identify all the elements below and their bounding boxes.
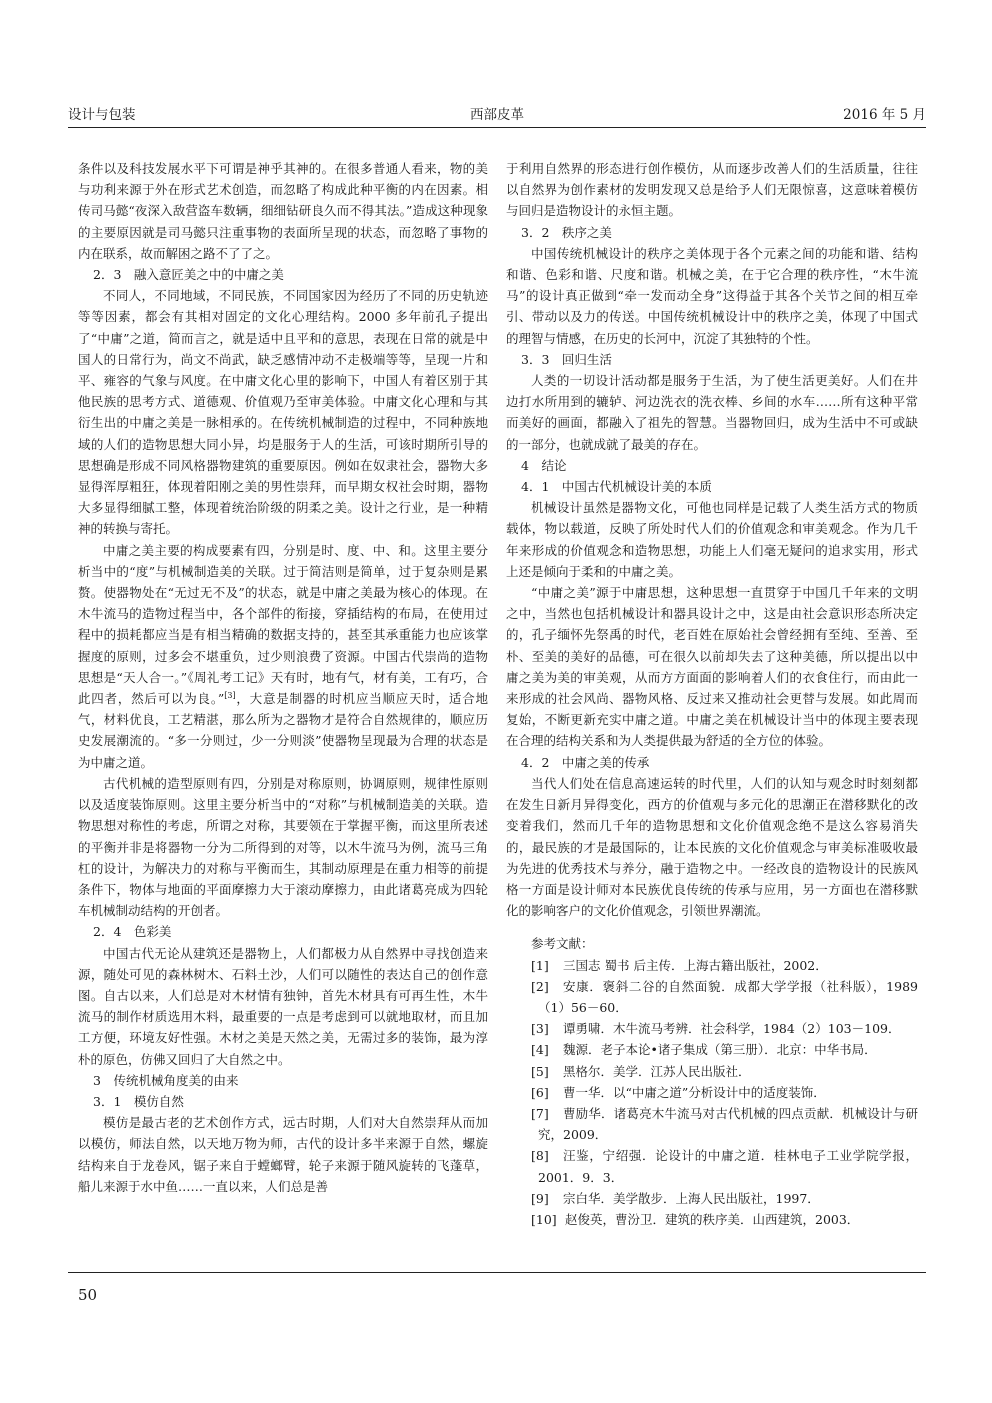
paragraph: 机械设计虽然是器物文化，可他也同样是记载了人类生活方式的物质载体，物以载道，反映了所处时代人们的价值观念和审美观念。作为几千年来形成的价值观念和造物思想，功能上人们毫无疑问的追求实用，形式上还是倾向于柔和的中庸之美。	[506, 500, 918, 579]
section-heading: 2．3 融入意匠美之中的中庸之美	[93, 267, 284, 283]
reference-number: [3]	[531, 1021, 549, 1037]
running-header	[68, 103, 926, 123]
reference-item	[506, 1103, 918, 1145]
reference-number: [7]	[531, 1105, 549, 1121]
reference-item	[506, 1018, 918, 1039]
header-rule	[68, 127, 926, 128]
reference-item	[506, 1209, 918, 1230]
reference-item	[506, 976, 918, 1018]
spacer	[506, 921, 918, 933]
reference-text: 曹一华．以“中庸之道”分析设计中的适度装饰．	[563, 1084, 826, 1100]
footer-rule	[68, 1272, 926, 1273]
paragraph-text: 中庸之美主要的构成要素有四，分别是时、度、中、和。这里主要分析当中的“度”与机械制造美的关联。过于简洁则是简单，过于复杂则是累赘。使器物处在“无过无不及”的状态，就是中庸之美最为核心的体现。在木牛流马的造物过程当中，各个部件的衔接，穿插结构的布局，在使用过程中的损耗都应当是有相当精确的数据支持的，甚至其承重能力也应该掌握度的原则，过多会不堪重负，过少则浪费了资源。中国古代崇尚的造物思想是“天人合一。”《周礼考工记》天有时，地有气，材有美，工有巧，合此四者，然后可以为良。”	[78, 542, 488, 707]
paragraph: 条件以及科技发展水平下可谓是神乎其神的。在很多普通人看来，物的美与功利来源于外在形式艺术创造，而忽略了构成此种平衡的内在因素。相传司马懿“夜深入敌营盗车数辆，细细钻研良久而不得其法。”造成这种现象的主要原因就是司马懿只注重事物的表面所呈现的状态，而忽略了事物的内在联系，故而解困之路不了了之。	[78, 161, 488, 261]
reference-text: 黑格尔．美学．江苏人民出版社．	[563, 1063, 751, 1079]
reference-text: 汪鉴，宁绍强．论设计的中庸之道．桂林电子工业学院学报，2001．9．3．	[538, 1148, 918, 1185]
paragraph: 中国古代无论从建筑还是器物上，人们都极力从自然界中寻找创造来源，随处可见的森林树木、石料土沙，人们可以随性的表达自己的创作意图。自古以来，人们总是对木材情有独钟，首先木材具有可再生性，木牛流马的制作材质选用木料，最重要的一点是考虑到可以就地取材，而且加工方便，环境友好性强。木材之美是天然之美，无需过多的装饰，最为淳朴的原色，仿佛又回归了大自然之中。	[78, 945, 488, 1067]
page-number: 50	[78, 1286, 98, 1304]
paragraph	[78, 540, 488, 773]
reference-number: [5]	[531, 1063, 549, 1079]
reference-text: 曹励华．诸葛亮木牛流马对古代机械的四点贡献．机械设计与研究，2009．	[538, 1105, 918, 1143]
section-heading: 4．2 中庸之美的传承	[521, 754, 650, 770]
section-heading: 4．1 中国古代机械设计美的本质	[521, 479, 712, 495]
paragraph: 中国传统机械设计的秩序之美体现于各个元素之间的功能和谐、结构和谐、色彩和谐、尺度和谐。机械之美，在于它合理的秩序性，“木牛流马”的设计真正做到“牵一发而动全身”这得益于其各个关节之间的相互牵引、带动以及力的传送。中国传统机械设计中的秩序之美，体现了中国式的理智与情感，在历史的长河中，沉淀了其独特的个性。	[506, 245, 918, 346]
reference-text: 赵俊英，曹汾卫．建筑的秩序美．山西建筑，2003．	[565, 1211, 860, 1227]
journal-section: 设计与包装	[68, 107, 136, 123]
reference-item	[506, 1145, 918, 1187]
reference-list	[506, 955, 918, 1231]
reference-number: [2]	[531, 978, 549, 994]
paragraph: 当代人们处在信息高速运转的时代里，人们的认知与观念时时刻刻都在发生日新月异得变化，西方的价值观与多元化的思潮正在潜移默化的改变着我们，然而几千年的造物思想和文化价值观念绝不是这么容易消失的，最民族的才是最国际的，让本民族的文化价值观念与审美标准吸收最为先进的优秀技术与养分，融于造物之中。一经改良的造物设计的民族风格一方面是设计师对本民族优良传统的传承与应用，另一方面也在潜移默化的影响客户的文化价值观念，引领世界潮流。	[506, 775, 918, 919]
citation-marker: [3]	[224, 690, 236, 700]
section-heading: 4 结论	[521, 457, 567, 473]
references-title: 参考文献：	[531, 936, 594, 952]
paragraph: 古代机械的造型原则有四，分别是对称原则，协调原则，规律性原则以及适度装饰原则。这里主要分析当中的“对称”与机械制造美的关联。造物思想对称性的考虑，所谓之对称，其要领在于掌握平衡，而这里所表述的平衡并非是将器物一分为二所得到的对等，以木牛流马为例，流马三角杠的设计，为解决力的对称与平衡而生，其制动原理是在重力相等的前提条件下，物体与地面的平面摩擦力大于滚动摩擦力，由此诸葛亮成为四轮车机械制动结构的开创者。	[78, 775, 488, 919]
reference-item	[506, 1061, 918, 1082]
paragraph-text: ，大意是制器的时机应当顺应天时，适合地气，材料优良，工艺精湛，那么所为之器物才是符合自然规律的，顺应历史发展潮流的。“多一分则过，少一分则淡”使器物呈现最为合理的状态是为中庸之道。	[78, 691, 488, 770]
reference-number: [8]	[531, 1148, 549, 1164]
paragraph: 不同人，不同地域，不同民族，不同国家因为经历了不同的历史轨迹等等因素，都会有其相对固定的文化心理结构。2000 多年前孔子提出了“中庸”之道，简而言之，就是适中且平和的意思，表现在日常的就是中国人的日常行为，尚文不尚武，缺乏感情冲动不走极端等等，呈现一片和平、雍容的气象与风度。在中庸文化心里的影响下，中国人有着区别于其他民族的思考方式、道德观、价值观乃至审美体验。中庸文化心理和与其衍生出的中庸之美是一脉相承的。在传统机械制造的过程中，不同种族地域的人们的造物思想大同小异，均是服务于人的生活，可该时期所引导的思想确是形成不同风格器物建筑的重要原因。例如在奴隶社会，器物大多显得浑厚粗狂，体现着阳刚之美的男性崇拜，而早期女权社会时期，器物大多显得细腻工整，体现着统治阶级的阴柔之美。设计之行业，是一种精神的转换与寄托。	[78, 288, 488, 537]
right-column	[506, 158, 918, 1230]
reference-text: 安康．褒斜二谷的自然面貌．成都大学学报（社科版），1989（1）56－60．	[538, 978, 918, 1015]
section-heading: 2．4 色彩美	[93, 924, 172, 940]
left-column	[78, 158, 488, 1197]
paragraph: 于利用自然界的形态进行创作模仿，从而逐步改善人们的生活质量，往往以自然界为创作素材的发明发现又总是给予人们无限惊喜，这意味着模仿与回归是造物设计的永恒主题。	[506, 161, 918, 219]
issue-date: 2016 年 5 月	[843, 107, 926, 123]
reference-text: 三国志 蜀书 后主传．上海古籍出版社，2002．	[563, 957, 828, 973]
reference-text: 谭勇啸．木牛流马考辨．社会科学，1984（2）103－109．	[563, 1021, 901, 1037]
section-heading: 3．1 模仿自然	[93, 1093, 184, 1109]
journal-name: 西部皮革	[470, 107, 524, 123]
reference-number: [1]	[531, 957, 549, 973]
reference-item	[506, 955, 918, 976]
paragraph: “中庸之美”源于中庸思想，这种思想一直贯穿于中国几千年来的文明之中，当然也包括机械设计和器具设计之中，这是由社会意识形态所决定的，孔子缅怀先祭禹的时代，老百姓在原始社会曾经拥有至纯、至善、至朴、至美的美好的品德，可在很久以前却失去了这种美德，所以提出以中庸之美为美的审美观，从而方方面面的影响着人们的衣食住行，而由此一来形成的社会风尚、器物风格、反过来又推动社会更替与发展。如此周而复始，不断更新充实中庸之道。中庸之美在机械设计当中的体现主要表现在合理的结构关系和为人类提供最为舒适的全方位的体验。	[506, 585, 918, 749]
reference-item	[506, 1082, 918, 1103]
reference-number: [4]	[531, 1042, 549, 1058]
reference-item	[506, 1039, 918, 1060]
reference-text: 魏源．老子本论•诸子集成（第三册）．北京：中华书局．	[563, 1042, 877, 1058]
reference-number: [6]	[531, 1084, 549, 1100]
reference-number: [9]	[531, 1190, 549, 1206]
paragraph: 模仿是最古老的艺术创作方式，远古时期，人们对大自然崇拜从而加以模仿，师法自然，以天地万物为师，古代的设计多半来源于自然，螺旋结构来自于龙卷风，锯子来自于螳螂臂，轮子来源于随风旋转的飞蓬草，船儿来源于水中鱼……一直以来，人们总是善	[78, 1115, 488, 1194]
section-heading: 3．3 回归生活	[521, 351, 612, 367]
reference-item	[506, 1188, 918, 1209]
reference-text: 宗白华．美学散步．上海人民出版社，1997．	[563, 1190, 820, 1206]
reference-number: [10]	[531, 1211, 557, 1227]
section-heading: 3 传统机械角度美的由来	[93, 1072, 239, 1088]
section-heading: 3．2 秩序之美	[521, 224, 612, 240]
paragraph: 人类的一切设计活动都是服务于生活，为了使生活更美好。人们在井边打水所用到的辘轳、河边洗衣的洗衣棒、乡间的水车……所有这种平常而美好的画面，都融入了祖先的智慧。当器物回归，成为生活中不可或缺的一部分，也就成就了最美的存在。	[506, 373, 918, 452]
